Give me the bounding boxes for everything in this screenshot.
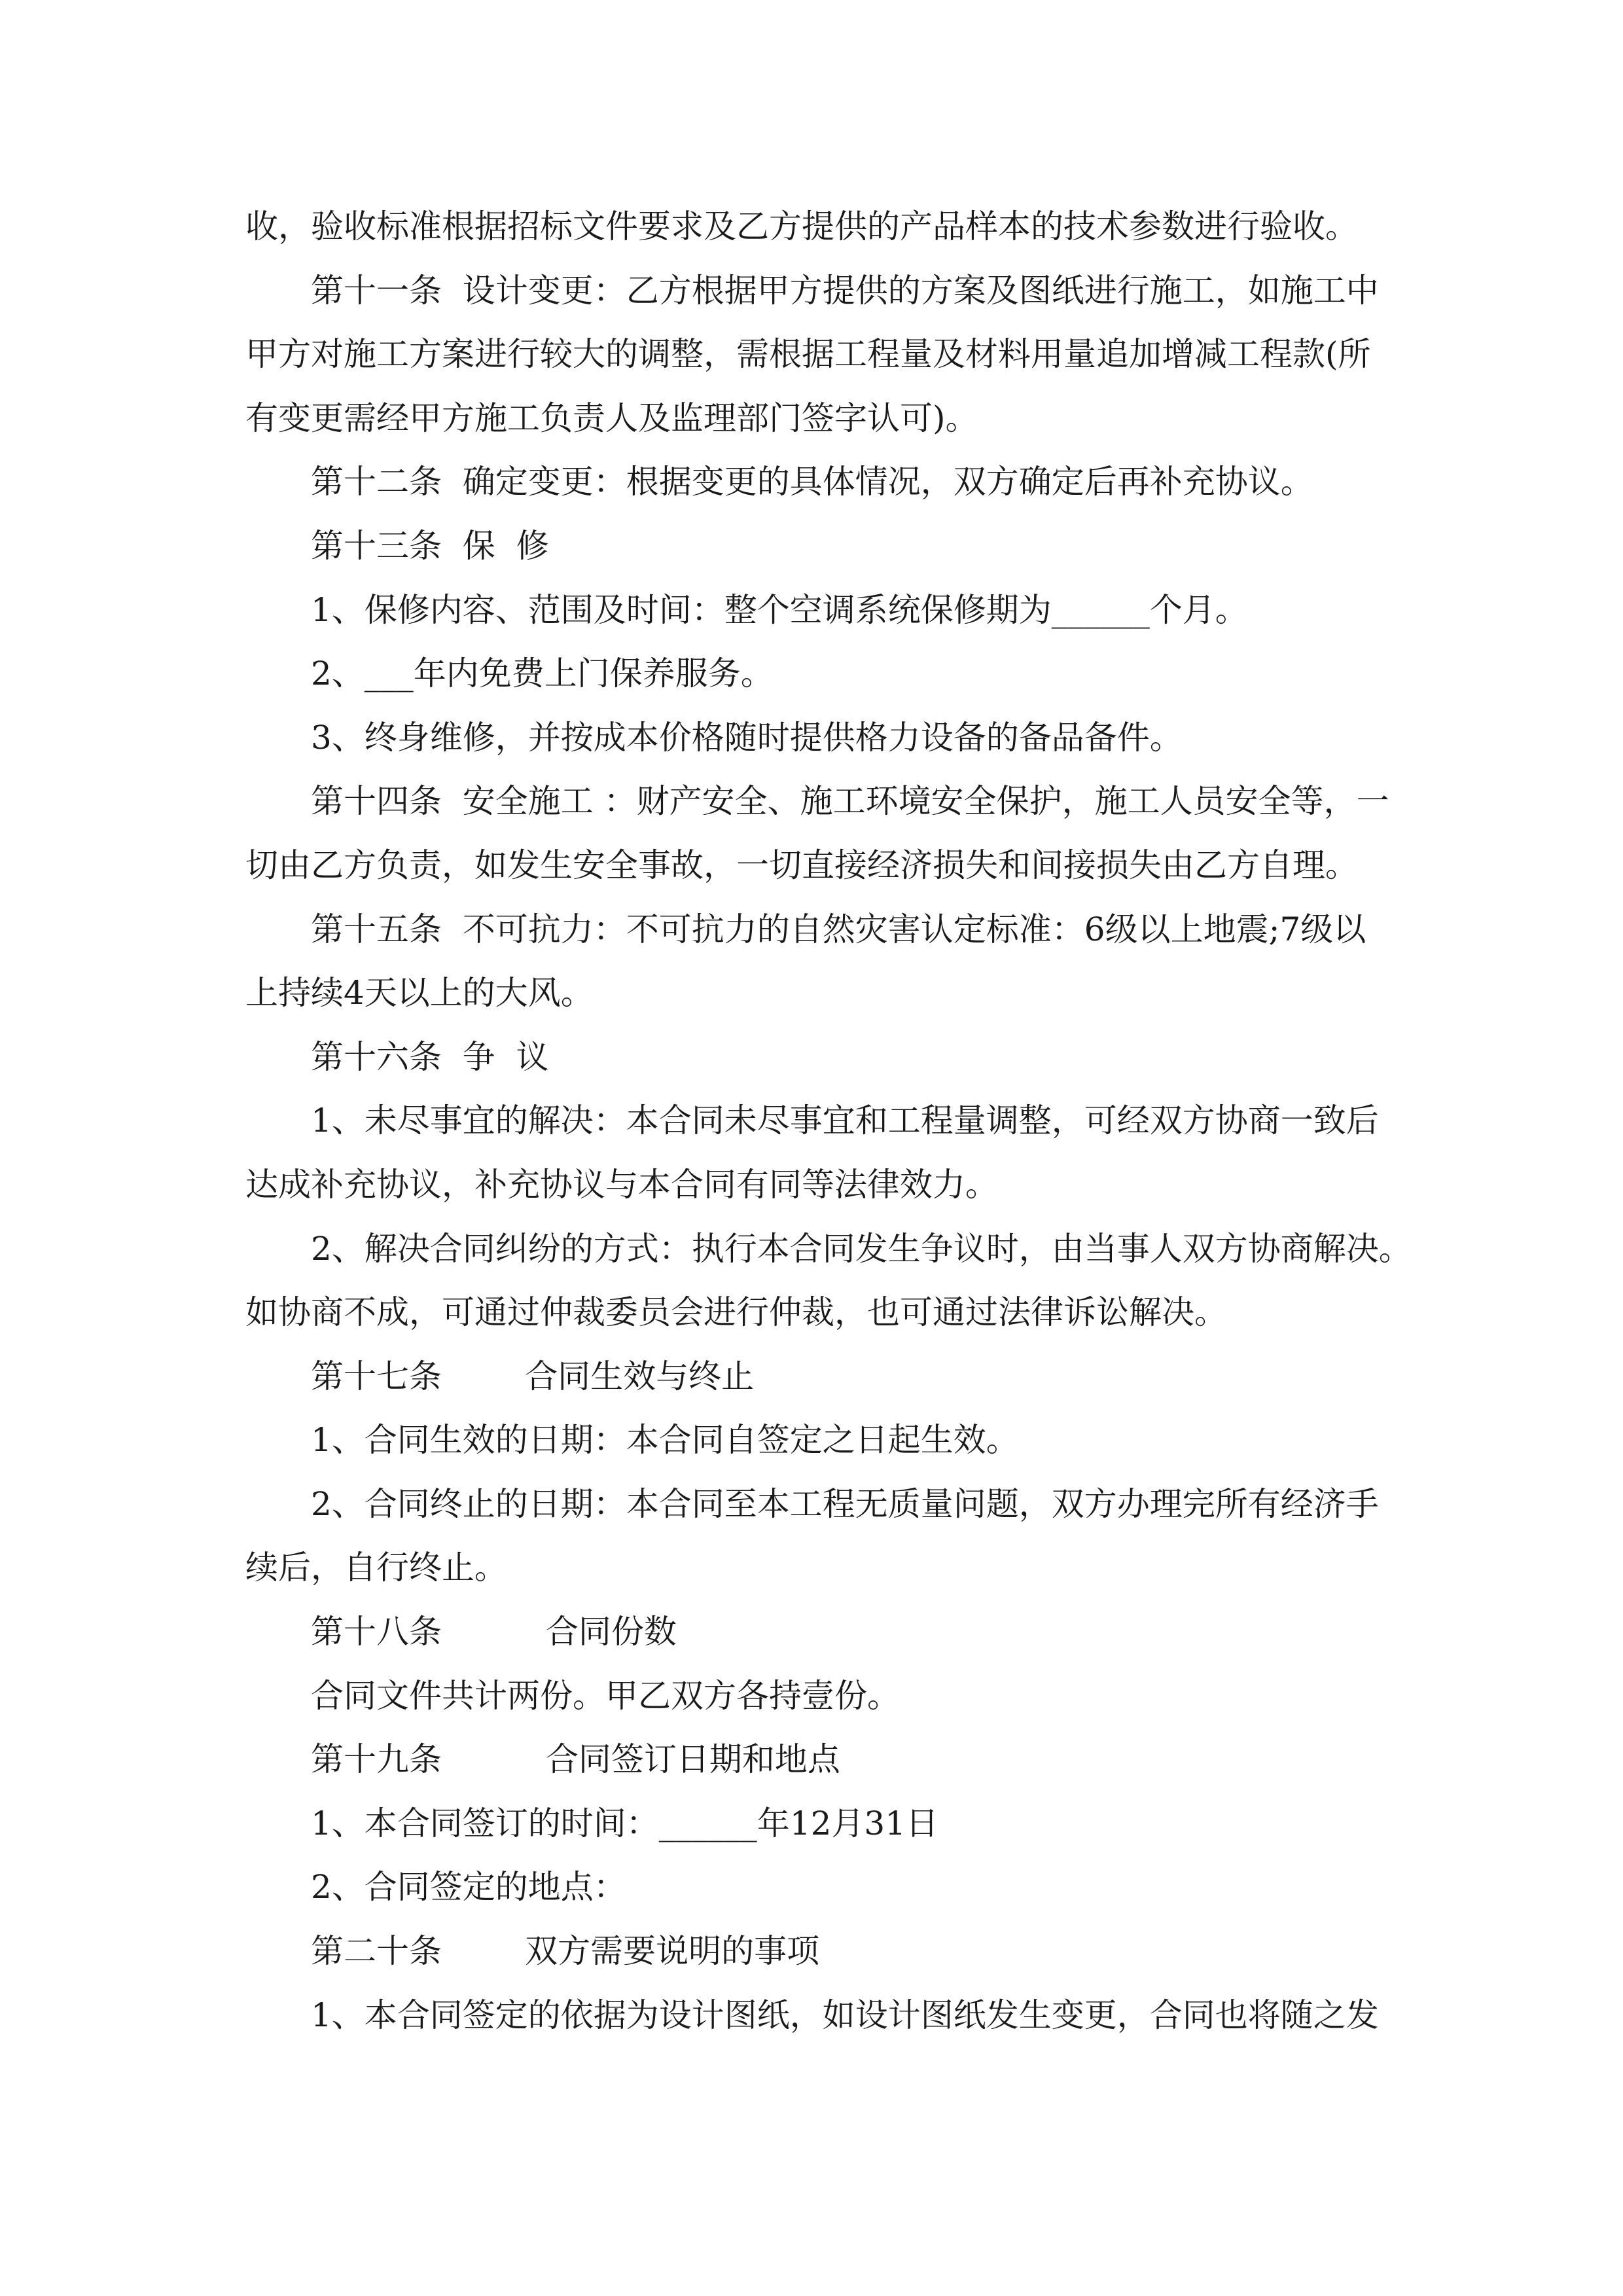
article-13-heading: 第十三条 保 修 xyxy=(311,526,549,565)
text-line-3: 甲方对施工方案进行较大的调整，需根据工程量及材料用量追加增减工程款(所 xyxy=(245,335,1371,374)
warranty-item-3: 3、终身维修，并按成本价格随时提供格力设备的备品备件。 xyxy=(311,718,1183,757)
text-line-4: 有变更需经甲方施工负责人及监理部门签字认可)。 xyxy=(245,399,978,437)
text-line-11: 切由乙方负责，如发生安全事故，一切直接经济损失和间接损失由乙方自理。 xyxy=(245,846,1358,884)
text-line-13: 上持续4天以上的大风。 xyxy=(245,974,594,1013)
article-15-heading: 第十五条 不可抗力：不可抗力的自然灾害认定标准：6级以上地震;7级以 xyxy=(311,910,1366,948)
text-line-1: 收，验收标准根据招标文件要求及乙方提供的产品样本的技术参数进行验收。 xyxy=(245,207,1358,245)
text-line-16: 达成补充协议，补充协议与本合同有同等法律效力。 xyxy=(245,1165,998,1204)
contract-text xyxy=(245,203,1412,2055)
article-19-heading: 第十九条 合同签订日期和地点 xyxy=(311,1740,840,1779)
effect-item-1: 1、合同生效的日期：本合同自签定之日起生效。 xyxy=(311,1421,1019,1460)
notes-item-1: 1、本合同签定的依据为设计图纸，如设计图纸发生变更，合同也将随之发 xyxy=(311,1996,1379,2034)
text-line-22: 续后，自行终止。 xyxy=(245,1549,507,1587)
article-17-heading: 第十七条 合同生效与终止 xyxy=(311,1357,755,1395)
article-14-heading: 第十四条 安全施工 ：财产安全、施工环境安全保护，施工人员安全等，一 xyxy=(311,782,1389,821)
warranty-item-1: 1、保修内容、范围及时间：整个空调系统保修期为______个月。 xyxy=(311,590,1248,629)
copies-text: 合同文件共计两份。甲乙双方各持壹份。 xyxy=(311,1676,900,1715)
article-12-heading: 第十二条 确定变更：根据变更的具体情况，双方确定后再补充协议。 xyxy=(311,463,1313,501)
dispute-item-1: 1、未尽事宜的解决：本合同未尽事宜和工程量调整，可经双方协商一致后 xyxy=(311,1102,1379,1140)
effect-item-2: 2、合同终止的日期：本合同至本工程无质量问题，双方办理完所有经济手 xyxy=(311,1484,1379,1523)
article-11-heading: 第十一条 设计变更：乙方根据甲方提供的方案及图纸进行施工，如施工中 xyxy=(311,271,1379,310)
signing-item-2: 2、合同签定的地点： xyxy=(311,1868,626,1907)
warranty-item-2: 2、___年内免费上门保养服务。 xyxy=(311,655,774,693)
article-16-heading: 第十六条 争 议 xyxy=(311,1037,549,1076)
text-line-18: 如协商不成，可通过仲裁委员会进行仲裁，也可通过法律诉讼解决。 xyxy=(245,1293,1227,1332)
dispute-item-2: 2、解决合同纠纷的方式：执行本合同发生争议时，由当事人双方协商解决。 xyxy=(311,1229,1412,1268)
signing-item-1: 1、本合同签订的时间：______年12月31日 xyxy=(311,1804,939,1842)
article-20-heading: 第二十条 双方需要说明的事项 xyxy=(311,1932,820,1971)
article-18-heading: 第十八条 合同份数 xyxy=(311,1613,677,1651)
